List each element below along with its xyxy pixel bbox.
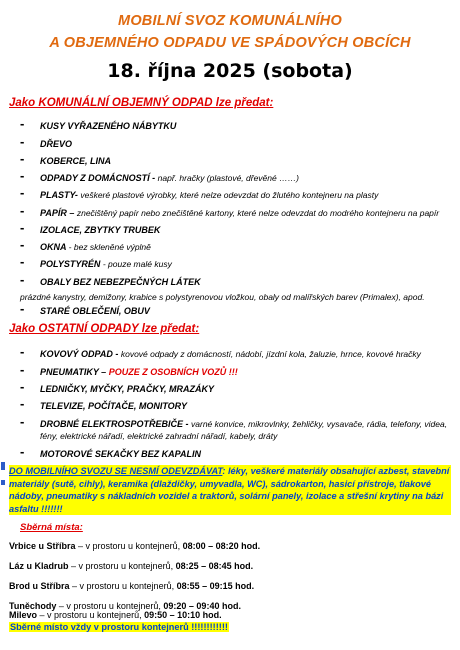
collection-stop: Vrbice u Stříbra – v prostoru u kontejnerů, 08:00 – 08:20 hod.: [9, 541, 261, 551]
final-note: Sběrné místo vždy v prostoru kontejnerů !!!!!!!!!!!!: [10, 622, 228, 632]
title-line-2: A OBJEMNÉHO ODPADU VE SPÁDOVÝCH OBCÍCH: [49, 35, 411, 51]
forbidden-items-warning: DO MOBILNÍHO SVOZU SE NESMÍ ODEVZDÁVAT: léky, veškeré materiály obsahující azbest, stavební materiály (sutě, cihly), keramika (dlaždičky, umyvadla, WC), sádrokarton, hasicí přístroje, tlakové nádoby, pneumatiky s nákladních vozidel a traktorů, solární panely, izolace a střešní krytiny na bázi asfaltu !!!!!!!: [9, 466, 450, 514]
collection-stop: Láz u Kladrub – v prostoru u kontejnerů, 08:25 – 08:45 hod.: [9, 561, 254, 571]
section-municipal-heading: Jako KOMUNÁLNÍ OBJEMNÝ ODPAD lze předat:: [9, 97, 274, 109]
collection-stop: Milevo – v prostoru u kontejnerů, 09:50 – 10:10 hod.: [9, 610, 222, 620]
event-date: 18. října 2025 (sobota): [107, 60, 353, 82]
section-other-heading: Jako OSTATNÍ ODPADY lze předat:: [9, 323, 200, 335]
margin-marker: [1, 462, 5, 470]
collection-stop: Brod u Stříbra – v prostoru u kontejnerů, 08:55 – 09:15 hod.: [9, 581, 255, 591]
margin-marker: [1, 480, 5, 485]
collection-stop: Tuněchody – v prostoru u kontejnerů, 09:20 – 09:40 hod.: [9, 601, 241, 611]
collection-points-title: Sběrná místa:: [20, 522, 83, 533]
title-line-1: MOBILNÍ SVOZ KOMUNÁLNÍHO: [118, 13, 342, 29]
